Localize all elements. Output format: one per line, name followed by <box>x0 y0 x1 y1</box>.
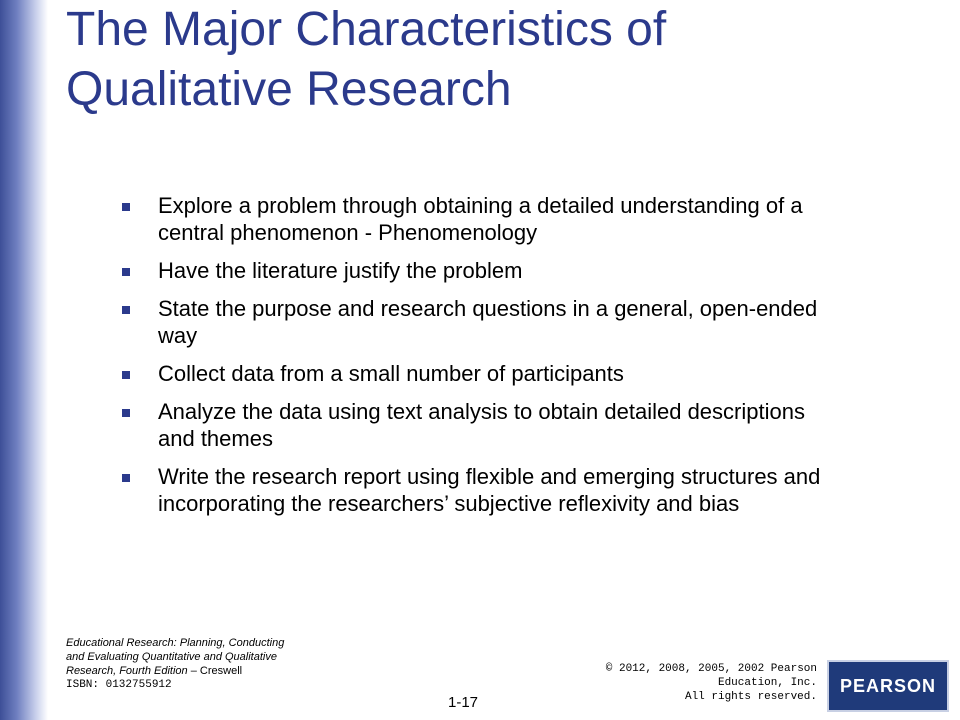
pearson-logo <box>827 660 949 712</box>
copyright-line-3: All rights reserved. <box>684 691 817 703</box>
logo-text: PEARSON <box>839 675 936 696</box>
title-line-1: The Major Characteristics of <box>66 3 667 56</box>
slide-title <box>66 0 926 120</box>
left-gradient-bar <box>0 0 48 720</box>
book-line-1: Educational Research: Planning, Conducting <box>66 637 285 649</box>
book-author: – Creswell <box>187 665 243 677</box>
bullet-text: Have the literature justify the problem <box>158 258 523 283</box>
bullet-text: State the purpose and research questions in a general, open-ended way <box>158 296 818 348</box>
bullet-text: Analyze the data using text analysis to obtain detailed descriptions and themes <box>158 399 805 451</box>
bullet-text: Write the research report using flexible and emerging structures and incorporating the researchers’ subjective reflexivity and bias <box>158 464 821 516</box>
copyright-line-1: © 2012, 2008, 2005, 2002 Pearson <box>605 663 817 675</box>
square-bullet-icon <box>122 306 130 314</box>
square-bullet-icon <box>122 474 130 482</box>
square-bullet-icon <box>122 371 130 379</box>
book-line-3 <box>66 664 356 678</box>
copyright-notice <box>600 662 817 704</box>
square-bullet-icon <box>122 409 130 417</box>
book-edition: Research, Fourth Edition <box>66 665 188 677</box>
bullet-item <box>122 257 842 284</box>
square-bullet-icon <box>122 268 130 276</box>
bullet-text: Collect data from a small number of participants <box>158 361 624 386</box>
copyright-line-2: Education, Inc. <box>717 677 817 689</box>
bullet-item <box>122 295 842 349</box>
bullet-list <box>122 192 842 528</box>
book-citation <box>66 636 356 692</box>
page-number: 1-17 <box>448 694 479 711</box>
bullet-item <box>122 360 842 387</box>
square-bullet-icon <box>122 203 130 211</box>
bullet-item <box>122 463 842 517</box>
bullet-text: Explore a problem through obtaining a detailed understanding of a central phenomenon - Phenomenology <box>158 193 803 245</box>
bullet-item <box>122 192 842 246</box>
bullet-item <box>122 398 842 452</box>
title-line-2: Qualitative Research <box>66 63 512 116</box>
isbn: ISBN: 0132755912 <box>66 679 172 691</box>
book-line-2: and Evaluating Quantitative and Qualitative <box>66 651 277 663</box>
